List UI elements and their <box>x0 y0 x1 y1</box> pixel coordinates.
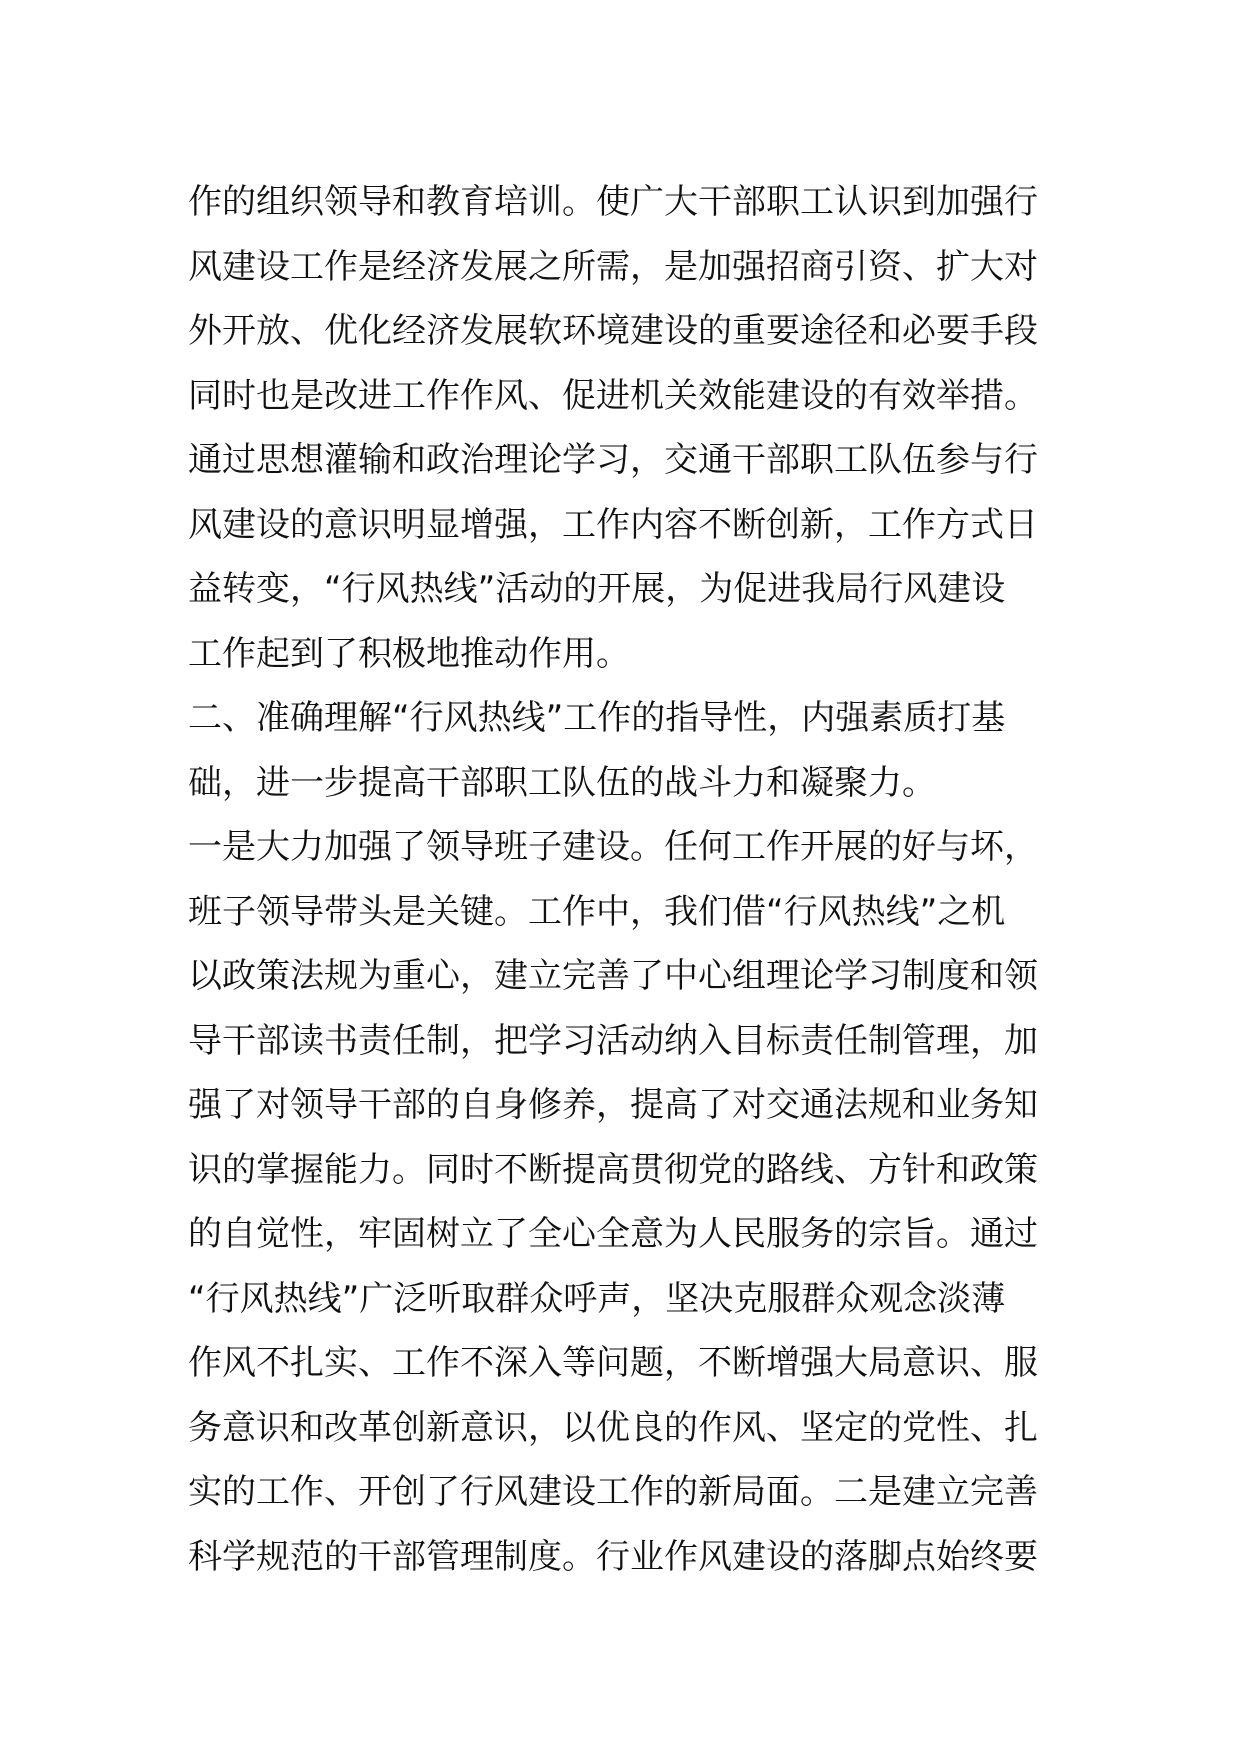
text-line: 一是大力加强了领导班子建设。任何工作开展的好与坏， <box>188 827 1038 867</box>
section-heading-line: 二、准确理解“行风热线”工作的指导性，内强素质打基 <box>188 698 1006 738</box>
text-line: 作风不扎实、工作不深入等问题，不断增强大局意识、服 <box>188 1343 1038 1383</box>
text-line: 通过思想灌输和政治理论学习，交通干部职工队伍参与行 <box>188 440 1038 480</box>
text-line: 班子领导带头是关键。工作中，我们借“行风热线”之机 <box>188 891 1006 932</box>
text-line: 科学规范的干部管理制度。行业作风建设的落脚点始终要 <box>188 1536 1038 1577</box>
body-text <box>188 170 1068 1589</box>
text-line: 作的组织领导和教育培训。使广大干部职工认识到加强行 <box>188 182 1038 222</box>
text-line: 导干部读书责任制，把学习活动纳入目标责任制管理，加 <box>188 1020 1038 1061</box>
text-line: 风建设的意识明显增强，工作内容不断创新，工作方式日 <box>188 504 1038 545</box>
text-line: 同时也是改进工作作风、促进机关效能建设的有效举措。 <box>188 375 1038 416</box>
text-line: 的自觉性，牢固树立了全心全意为人民服务的宗旨。通过 <box>188 1214 1038 1254</box>
text-line: 实的工作、开创了行风建设工作的新局面。二是建立完善 <box>188 1472 1038 1512</box>
text-line: 风建设工作是经济发展之所需，是加强招商引资、扩大对 <box>188 246 1038 287</box>
text-line: 工作起到了积极地推动作用。 <box>188 633 630 674</box>
text-line: 务意识和改革创新意识，以优良的作风、坚定的党性、扎 <box>188 1407 1038 1448</box>
text-line: 外开放、优化经济发展软环境建设的重要途径和必要手段 <box>188 311 1038 351</box>
text-line: “行风热线”广泛听取群众呼声，坚决克服群众观念淡薄 <box>188 1278 1006 1319</box>
text-line: 以政策法规为重心，建立完善了中心组理论学习制度和领 <box>188 956 1038 996</box>
section-heading-line: 础，进一步提高干部职工队伍的战斗力和凝聚力。 <box>188 762 936 803</box>
text-line: 识的掌握能力。同时不断提高贯彻党的路线、方针和政策 <box>188 1149 1038 1190</box>
text-line: 益转变，“行风热线”活动的开展，为促进我局行风建设 <box>188 569 1006 609</box>
text-line: 强了对领导干部的自身修养，提高了对交通法规和业务知 <box>188 1085 1038 1125</box>
